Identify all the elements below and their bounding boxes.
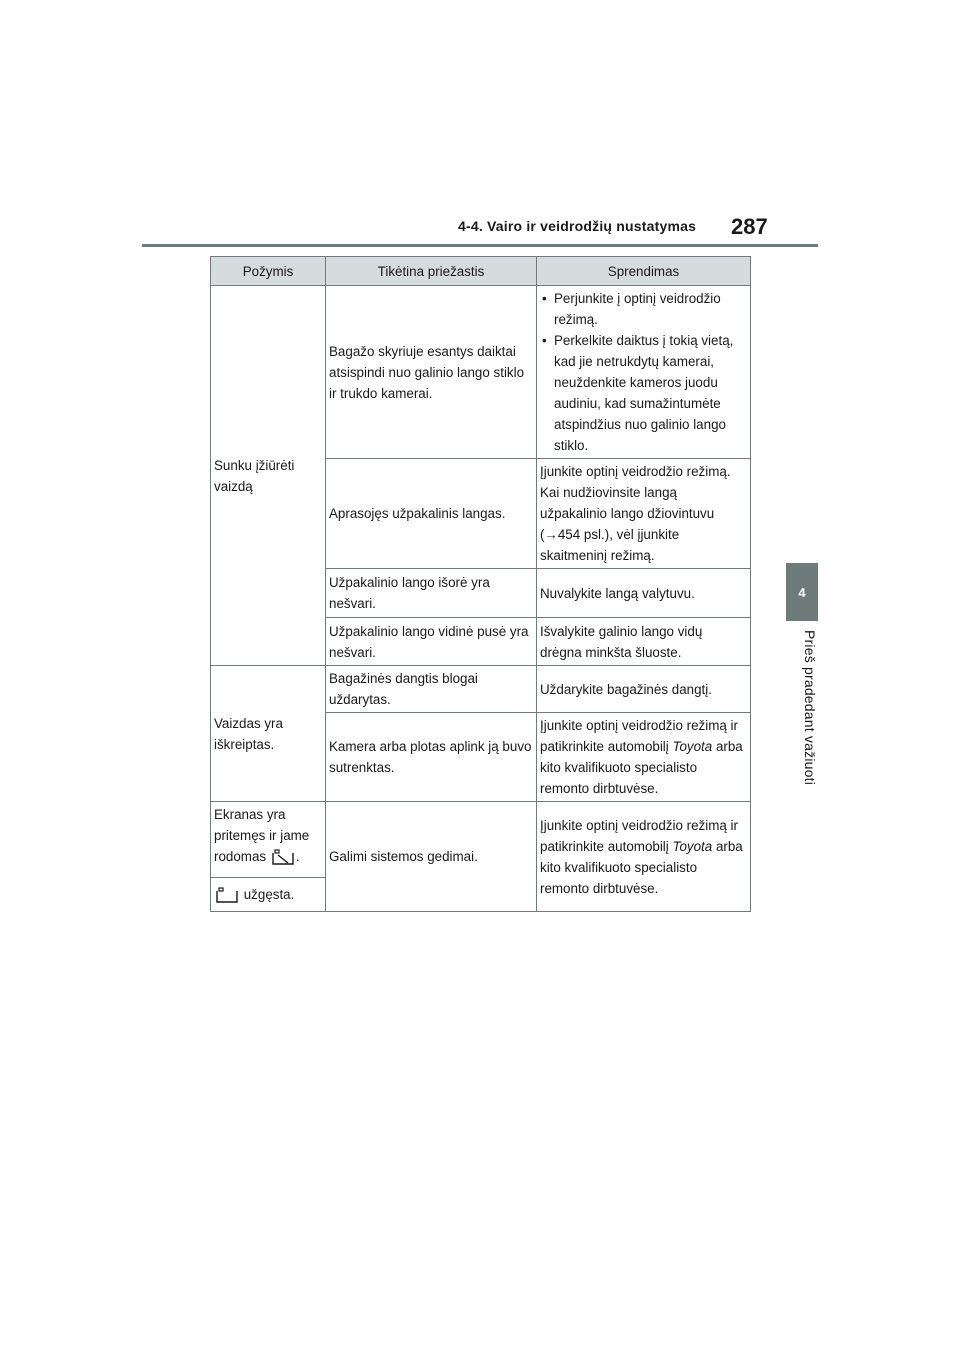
- solution-cell: Nuvalykite langą valytuvu.: [537, 569, 751, 618]
- camera-warning-icon: [270, 849, 296, 865]
- section-title: 4-4. Vairo ir veidrodžių nustatymas: [458, 218, 697, 234]
- cause-cell: Bagažo skyriuje esantys daiktai atsispindi nuo galinio lango stiklo ir trukdo kamerai.: [326, 286, 537, 459]
- chapter-number: 4: [798, 584, 806, 600]
- solution-cell: Uždarykite bagažinės dangtį.: [537, 666, 751, 713]
- cause-cell: Bagažinės dangtis blogai uždarytas.: [326, 666, 537, 713]
- solution-text: Įjunkite optinį veidrodžio režimą ir patikrinkite automobilį: [540, 718, 738, 754]
- cause-cell: Užpakalinio lango išorė yra nešvari.: [326, 569, 537, 618]
- solution-cell: Įjunkite optinį veidrodžio režimą. Kai nudžiovinsite langą užpakalinio lango džiovintuvu (→454 psl.), vėl įjunkite skaitmeninį režimą.: [537, 459, 751, 569]
- chapter-label: Prieš pradedant važiuoti: [802, 630, 818, 785]
- symptom-text: užgęsta.: [243, 887, 295, 902]
- symptom-cell: Vaizdas yra iškreiptas.: [211, 666, 326, 802]
- camera-icon: [214, 887, 240, 903]
- symptom-cell: [211, 802, 326, 878]
- table-row: [211, 666, 751, 713]
- header-rule: [142, 244, 818, 247]
- solution-list: [540, 288, 747, 456]
- cause-cell: Aprasojęs užpakalinis langas.: [326, 459, 537, 569]
- cause-cell: Užpakalinio lango vidinė pusė yra nešvari.: [326, 618, 537, 666]
- header-cause: Tikėtina priežastis: [326, 257, 537, 286]
- solution-text: arba kito kvalifikuoto specialisto remonto dirbtuvėse.: [540, 838, 743, 896]
- table-row: [211, 802, 751, 878]
- table-header-row: [211, 257, 751, 286]
- symptom-cell: [211, 878, 326, 912]
- symptom-cell: Sunku įžiūrėti vaizdą: [211, 286, 326, 666]
- solution-text: arba kito kvalifikuoto specialisto remonto dirbtuvėse.: [540, 739, 743, 796]
- header-symptom: Požymis: [211, 257, 326, 286]
- chapter-tab: [786, 563, 818, 621]
- solution-text: Įjunkite optinį veidrodžio režimą ir patikrinkite automobilį: [540, 817, 738, 854]
- symptom-text: Ekranas yra pritemęs ir jame rodomas: [214, 807, 310, 864]
- solution-cell: [537, 802, 751, 912]
- cause-cell: Galimi sistemos gedimai.: [326, 802, 537, 912]
- solution-cell: Išvalykite galinio lango vidų drėgna minkšta šluoste.: [537, 618, 751, 666]
- symptom-end: .: [295, 849, 300, 864]
- header-solution: Sprendimas: [537, 257, 751, 286]
- brand-name: Toyota: [672, 838, 713, 854]
- solution-cell: [537, 286, 751, 459]
- troubleshooting-table: [210, 256, 751, 912]
- table-row: [211, 286, 751, 459]
- list-item: • Perjunkite į optinį veidrodžio režimą.: [540, 288, 747, 330]
- list-item: • Perkelkite daiktus į tokią vietą, kad jie netrukdytų kamerai, neuždenkite kameros juodu audiniu, kad sumažintumėte atspindžius nuo galinio lango stiklo.: [540, 330, 747, 456]
- page-number: 287: [731, 214, 768, 239]
- cause-cell: Kamera arba plotas aplink ją buvo sutrenktas.: [326, 713, 537, 802]
- brand-name: Toyota: [672, 739, 713, 754]
- solution-cell: [537, 713, 751, 802]
